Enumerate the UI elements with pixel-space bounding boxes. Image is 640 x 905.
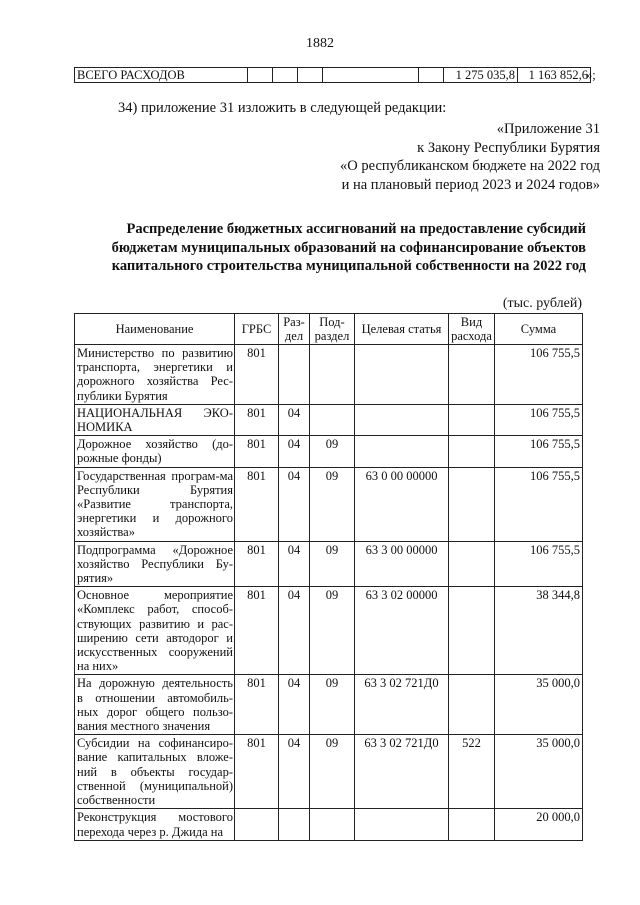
header-podrazdel-line2: раздел: [314, 329, 350, 343]
row-name: Основное мероприятие «Комплекс работ, способ-ствующих развитию и рас-ширению сети автодорог и искусственных сооружений на них»: [75, 587, 235, 675]
row-name: Дорожное хозяйство (до-рожные фонды): [75, 436, 235, 467]
appendix-line: «О республиканском бюджете на 2022 год: [340, 158, 600, 174]
empty-cell: [298, 68, 323, 83]
table-row: [75, 809, 583, 840]
row-vid: [449, 675, 495, 735]
row-podrazdel: 09: [310, 587, 355, 675]
empty-cell: [419, 68, 444, 83]
row-razdel: 04: [279, 675, 310, 735]
units-label: (тыс. рублей): [502, 296, 582, 311]
row-vid: [449, 345, 495, 405]
header-vid-line1: Вид: [460, 315, 483, 329]
row-sum: 38 344,8: [495, 587, 583, 675]
total-expenses-value-1: 1 275 035,8: [444, 68, 518, 83]
row-sum: 35 000,0: [495, 735, 583, 809]
appendix-line: «Приложение 31: [496, 121, 600, 137]
row-vid: [449, 541, 495, 587]
header-razdel-line2: дел: [284, 329, 304, 343]
row-target: [355, 436, 449, 467]
document-heading: [74, 220, 586, 276]
row-podrazdel: 09: [310, 541, 355, 587]
row-grbs: 801: [235, 436, 279, 467]
row-target: 63 3 00 00000: [355, 541, 449, 587]
table-row: [75, 541, 583, 587]
row-podrazdel: 09: [310, 467, 355, 541]
total-expenses-value-2: 1 163 852,6: [518, 68, 591, 83]
row-target: 63 0 00 00000: [355, 467, 449, 541]
row-razdel: 04: [279, 735, 310, 809]
table-row: [75, 587, 583, 675]
row-vid: [449, 587, 495, 675]
row-razdel: 04: [279, 436, 310, 467]
row-podrazdel: [310, 345, 355, 405]
row-grbs: 801: [235, 675, 279, 735]
row-razdel: 04: [279, 467, 310, 541]
row-sum: 106 755,5: [495, 541, 583, 587]
header-vid-line2: расхода: [451, 329, 492, 343]
row-name: На дорожную деятельность в отношении автомобиль-ных дорог общего пользо-вания местного значения: [75, 675, 235, 735]
heading-line: бюджетам муниципальных образований на софинансирование объектов: [111, 239, 586, 256]
row-name: Подпрограмма «Дорожное хозяйство Республики Бу-рятия»: [75, 541, 235, 587]
row-grbs: 801: [235, 735, 279, 809]
empty-cell: [323, 68, 419, 83]
row-target: 63 3 02 721Д0: [355, 675, 449, 735]
appendix-line: и на плановый период 2023 и 2024 годов»: [341, 176, 600, 193]
row-vid: [449, 436, 495, 467]
header-name: Наименование: [75, 314, 235, 345]
row-sum: 106 755,5: [495, 436, 583, 467]
table-row: [75, 345, 583, 405]
page-number: 1882: [306, 36, 334, 51]
appendix-line: к Закону Республики Бурятия: [417, 139, 600, 156]
table-row: [75, 467, 583, 541]
row-target: 63 3 02 721Д0: [355, 735, 449, 809]
row-podrazdel: 09: [310, 436, 355, 467]
row-grbs: 801: [235, 587, 279, 675]
row-name: НАЦИОНАЛЬНАЯ ЭКО-НОМИКА: [75, 404, 235, 435]
table-row: [75, 675, 583, 735]
row-grbs: 801: [235, 467, 279, 541]
row-vid: 522: [449, 735, 495, 809]
row-podrazdel: [310, 809, 355, 840]
row-grbs: 801: [235, 345, 279, 405]
row-target: [355, 809, 449, 840]
row-podrazdel: 09: [310, 735, 355, 809]
header-sum: Сумма: [495, 314, 583, 345]
heading-line: капитального строительства муниципальной собственности на 2022 год: [111, 258, 586, 274]
total-expenses-row-table: [74, 67, 591, 83]
row-razdel: 04: [279, 541, 310, 587]
header-razdel-line1: Раз-: [283, 315, 305, 329]
row-vid: [449, 404, 495, 435]
table-row: [75, 436, 583, 467]
row-sum: 35 000,0: [495, 675, 583, 735]
header-vid: [449, 314, 495, 345]
budget-allocation-table: [74, 313, 583, 841]
row-sum: 106 755,5: [495, 345, 583, 405]
table-header-row: [75, 314, 583, 345]
row-vid: [449, 467, 495, 541]
row-target: [355, 345, 449, 405]
amendment-item-line: 34) приложение 31 изложить в следующей редакции:: [118, 100, 447, 116]
table-row: [75, 404, 583, 435]
header-target-article: Целевая статья: [355, 314, 449, 345]
empty-cell: [248, 68, 273, 83]
total-expenses-label: ВСЕГО РАСХОДОВ: [75, 68, 248, 83]
row-sum: 106 755,5: [495, 404, 583, 435]
row-grbs: 801: [235, 541, 279, 587]
heading-line: Распределение бюджетных ассигнований на предоставление субсидий: [126, 221, 586, 237]
total-expenses-row: [75, 68, 591, 83]
appendix-header: [340, 120, 600, 194]
row-vid: [449, 809, 495, 840]
row-sum: 20 000,0: [495, 809, 583, 840]
row-name: Реконструкция мостового перехода через р. Джида на: [75, 809, 235, 840]
row-podrazdel: 09: [310, 675, 355, 735]
closing-quote-semicolon: »;: [586, 68, 596, 82]
row-grbs: [235, 809, 279, 840]
header-podrazdel: [310, 314, 355, 345]
row-sum: 106 755,5: [495, 467, 583, 541]
row-razdel: 04: [279, 404, 310, 435]
header-razdel: [279, 314, 310, 345]
header-podrazdel-line1: Под-: [319, 315, 345, 329]
row-podrazdel: [310, 404, 355, 435]
row-target: 63 3 02 00000: [355, 587, 449, 675]
row-grbs: 801: [235, 404, 279, 435]
table-row: [75, 735, 583, 809]
row-name: Государственная програм-ма Республики Бурятия «Развитие транспорта, энергетики и дорожного хозяйства»: [75, 467, 235, 541]
row-name: Министерство по развитию транспорта, энергетики и дорожного хозяйства Рес-публики Бурятия: [75, 345, 235, 405]
row-name: Субсидии на софинансиро-вание капитальных вложе-ний в объекты государ-ственной (муниципальной) собственности: [75, 735, 235, 809]
row-razdel: [279, 809, 310, 840]
row-target: [355, 404, 449, 435]
row-razdel: 04: [279, 587, 310, 675]
row-razdel: [279, 345, 310, 405]
empty-cell: [273, 68, 298, 83]
header-grbs: ГРБС: [235, 314, 279, 345]
